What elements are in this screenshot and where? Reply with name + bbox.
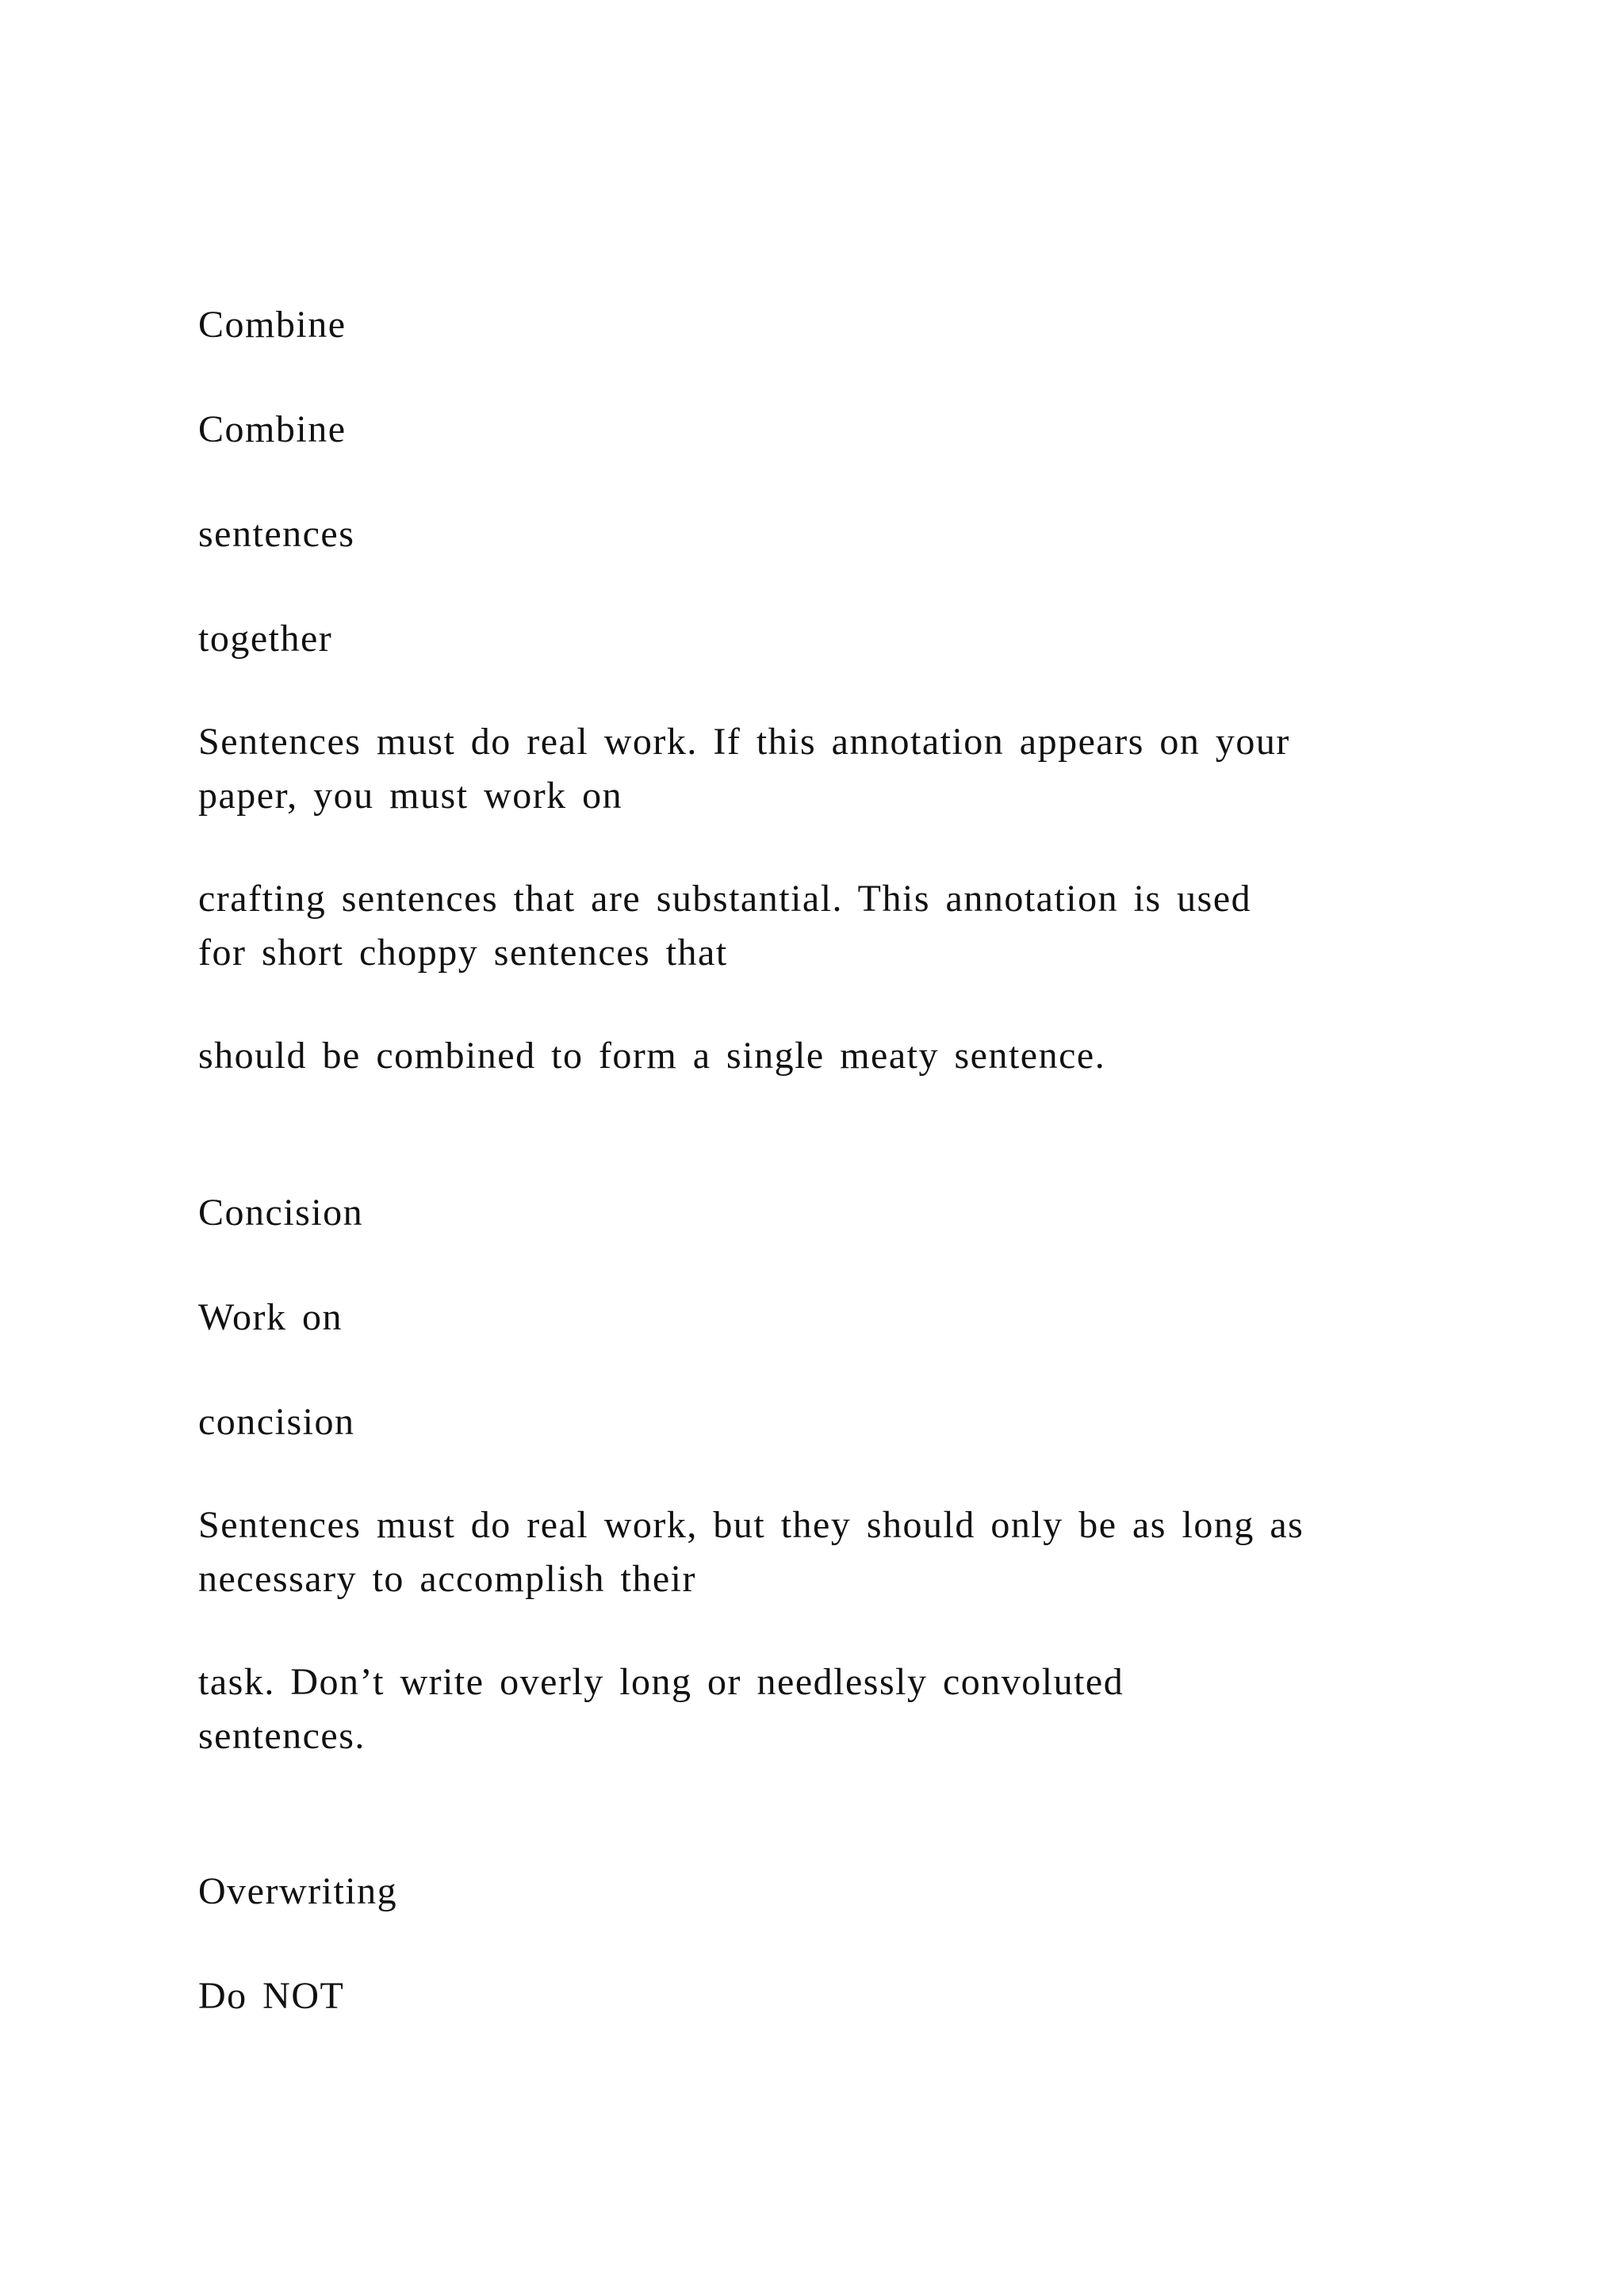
description-line: paper, you must work on: [198, 775, 623, 817]
annotation-line: concision: [198, 1401, 355, 1443]
description-line: task. Don’t write overly long or needlessly convoluted: [198, 1661, 1124, 1703]
description-line: should be combined to form a single meaty sentence.: [198, 1035, 1106, 1077]
annotation-line: Work on: [198, 1296, 343, 1338]
section-heading-combine: Combine: [198, 304, 347, 346]
annotation-line: Combine: [198, 408, 347, 450]
description-line: for short choppy sentences that: [198, 932, 728, 974]
description-line: sentences.: [198, 1715, 366, 1757]
section-heading-overwriting: Overwriting: [198, 1870, 398, 1912]
description-line: necessary to accomplish their: [198, 1558, 696, 1600]
description-line: Sentences must do real work. If this annotation appears on your: [198, 721, 1290, 763]
description-line: crafting sentences that are substantial. This annotation is used: [198, 878, 1252, 920]
annotation-line: together: [198, 618, 333, 660]
annotation-line: sentences: [198, 513, 355, 555]
description-line: Sentences must do real work, but they should only be as long as: [198, 1504, 1304, 1546]
section-heading-concision: Concision: [198, 1192, 364, 1234]
annotation-line: Do NOT: [198, 1975, 345, 2017]
